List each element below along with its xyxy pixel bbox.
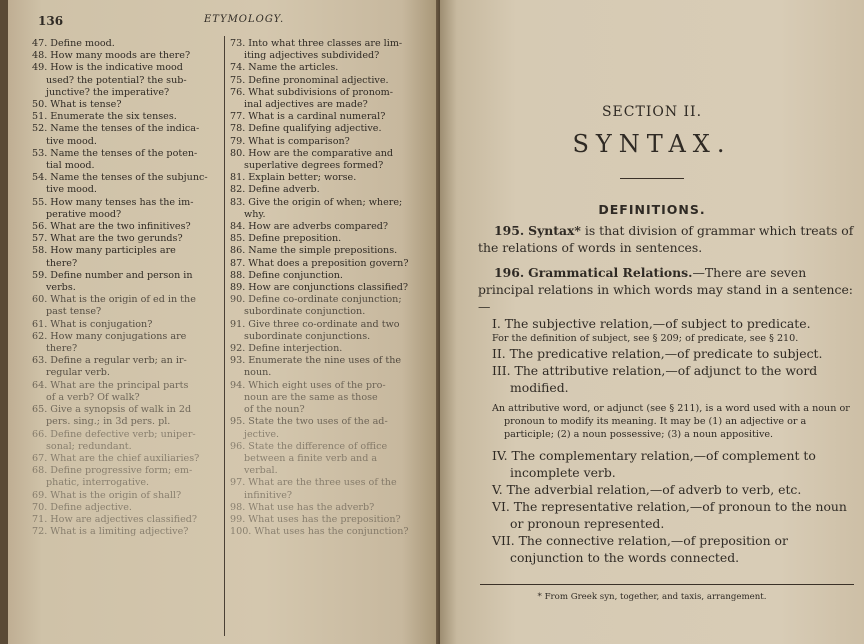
question-line: superlative degrees formed? <box>244 160 384 172</box>
question-line: 70. Define adjective. <box>32 501 132 513</box>
question-line: of the noun? <box>244 404 305 416</box>
question-line: 75. Define pronominal adjective. <box>230 74 389 86</box>
question-line: 86. Name the simple prepositions. <box>230 245 398 257</box>
question-line: there? <box>46 257 78 269</box>
question-line: noun are the same as those <box>244 391 378 403</box>
page-header <box>38 14 426 30</box>
question-line: inal adjectives are made? <box>244 99 368 111</box>
question-line: 92. Define interjection. <box>230 343 343 355</box>
question-line: tive mood. <box>46 184 97 196</box>
question-line: 48. How many moods are there? <box>32 50 191 62</box>
question-line: noun. <box>244 367 272 379</box>
question-line: past tense? <box>46 306 102 318</box>
question-line: 81. Explain better; worse. <box>230 172 357 184</box>
page-number: 136 <box>38 14 64 28</box>
question-line: 93. Enumerate the nine uses of the <box>230 355 402 367</box>
question-line: 90. Define co-ordinate conjunction; <box>230 294 402 306</box>
relation-complementary: IV. The complementary relation,—of complement to incomplete verb. <box>492 448 816 480</box>
chapter-heading: SYNTAX. <box>572 130 732 158</box>
question-line: subordinate conjunctions. <box>244 330 371 342</box>
question-line: perative mood? <box>46 208 122 220</box>
question-line: 54. Name the tenses of the subjunc- <box>32 172 208 184</box>
question-line: 67. What are the chief auxiliaries? <box>32 452 200 464</box>
question-line: 50. What is tense? <box>32 99 122 111</box>
question-line: 51. Enumerate the six tenses. <box>32 111 177 123</box>
question-line: phatic, interrogative. <box>46 477 150 489</box>
left-book-page <box>8 0 436 644</box>
question-line: 63. Define a regular verb; an ir- <box>32 355 187 367</box>
question-line: 66. Define defective verb; uniper- <box>32 428 196 440</box>
question-line: used? the potential? the sub- <box>46 74 187 86</box>
note-attributive: An attributive word, or adjunct (see § 211), is a word used with a noun or pronoun to modify its meaning. It may be (1) an adjective or a participle; (2) a noun possessive; (3) a noun appositive. <box>492 403 850 440</box>
question-line: jective. <box>244 428 280 440</box>
running-head: ETYMOLOGY. <box>204 14 285 25</box>
question-line: 65. Give a synopsis of walk in 2d <box>32 404 192 416</box>
relation-connective: VII. The connective relation,—of preposition or conjunction to the words connected. <box>492 533 788 565</box>
question-line: 69. What is the origin of shall? <box>32 489 182 501</box>
question-line: 58. How many participles are <box>32 245 176 257</box>
question-line: 55. How many tenses has the im- <box>32 196 194 208</box>
question-line: 77. What is a cardinal numeral? <box>230 111 386 123</box>
relation-adverbial: V. The adverbial relation,—of adverb to verb, etc. <box>492 482 802 497</box>
question-line: 99. What uses has the preposition? <box>230 513 401 525</box>
question-line: 59. Define number and person in <box>32 269 193 281</box>
question-line: 88. Define conjunction. <box>230 269 343 281</box>
question-line: 91. Give three co-ordinate and two <box>230 318 400 330</box>
question-line: 64. What are the principal parts <box>32 379 189 391</box>
relation-representative: VI. The representative relation,—of pronoun to the noun or pronoun represented. <box>492 499 847 531</box>
relation-predicative: II. The predicative relation,—of predicate to subject. <box>492 346 823 361</box>
question-line: 56. What are the two infinitives? <box>32 221 191 233</box>
definitions-heading: DEFINITIONS. <box>598 202 706 217</box>
question-line: sonal; redundant. <box>46 440 132 452</box>
question-line: 84. How are adverbs compared? <box>230 221 389 233</box>
footnote-rule <box>480 584 854 585</box>
question-line: tial mood. <box>46 160 95 172</box>
question-line: 73. Into what three classes are lim- <box>230 38 403 49</box>
question-line: 71. How are adjectives classified? <box>32 513 198 525</box>
relation-subjective: I. The subjective relation,—of subject to predicate. <box>492 316 811 331</box>
question-line: 98. What use has the adverb? <box>230 501 375 513</box>
question-line: 68. Define progressive form; em- <box>32 465 193 477</box>
question-line: 76. What subdivisions of pronom- <box>230 86 394 98</box>
question-line: 82. Define adverb. <box>230 184 320 196</box>
question-line: there? <box>46 343 78 355</box>
question-line: 96. State the difference of office <box>230 440 388 452</box>
question-line: tive mood. <box>46 135 97 147</box>
question-line: why. <box>244 208 266 220</box>
question-line: 47. Define mood. <box>32 38 115 49</box>
question-line: 83. Give the origin of when; where; <box>230 196 403 208</box>
paragraph-195: 195. Syntax* is that division of grammar which treats of the relations of words in sentences. <box>478 223 854 255</box>
question-line: 95. State the two uses of the ad- <box>230 416 388 428</box>
question-line: 72. What is a limiting adjective? <box>32 526 189 538</box>
question-line: 49. How is the indicative mood <box>32 62 183 74</box>
question-line: 100. What uses has the conjunction? <box>230 526 409 538</box>
question-line: verbal. <box>244 465 278 477</box>
question-line: 85. Define preposition. <box>230 233 342 245</box>
question-line: 80. How are the comparative and <box>230 147 394 159</box>
question-line: 78. Define qualifying adjective. <box>230 123 382 135</box>
heading-rule <box>620 178 684 179</box>
right-book-page <box>440 0 864 644</box>
paragraph-196: 196. Grammatical Relations.—There are seven principal relations in which words may stand in a sentence:— <box>478 265 853 314</box>
question-column-b <box>230 38 420 538</box>
relation-attributive: III. The attributive relation,—of adjunct to the word modified. <box>492 363 818 395</box>
question-line: 79. What is comparison? <box>230 135 350 147</box>
question-line: 61. What is conjugation? <box>32 318 153 330</box>
column-divider <box>224 36 225 636</box>
question-line: verbs. <box>46 282 76 294</box>
question-line: between a finite verb and a <box>244 452 378 464</box>
definitions-body <box>478 222 854 566</box>
question-line: 57. What are the two gerunds? <box>32 233 183 245</box>
question-line: 97. What are the three uses of the <box>230 477 397 489</box>
question-line: pers. sing.; in 3d pers. pl. <box>46 416 171 428</box>
question-line: 52. Name the tenses of the indica- <box>32 123 200 135</box>
question-line: 60. What is the origin of ed in the <box>32 294 196 306</box>
question-line: 89. How are conjunctions classified? <box>230 282 409 294</box>
question-line: 62. How many conjugations are <box>32 330 187 342</box>
question-line: 74. Name the articles. <box>230 62 339 74</box>
question-line: 53. Name the tenses of the poten- <box>32 147 198 159</box>
question-column-a <box>32 38 222 538</box>
section-title: SECTION II. <box>601 104 703 120</box>
question-line: junctive? the imperative? <box>46 86 170 98</box>
question-line: 87. What does a preposition govern? <box>230 257 409 269</box>
question-line: subordinate conjunction. <box>244 306 366 318</box>
question-line: infinitive? <box>244 489 293 501</box>
question-line: iting adjectives subdivided? <box>244 50 380 62</box>
question-line: regular verb. <box>46 367 110 379</box>
footnote: * From Greek syn, together, and taxis, arrangement. <box>537 592 767 602</box>
note-subject: For the definition of subject, see § 209; of predicate, see § 210. <box>492 333 799 344</box>
question-line: of a verb? Of walk? <box>46 391 140 403</box>
question-line: 94. Which eight uses of the pro- <box>230 379 386 391</box>
